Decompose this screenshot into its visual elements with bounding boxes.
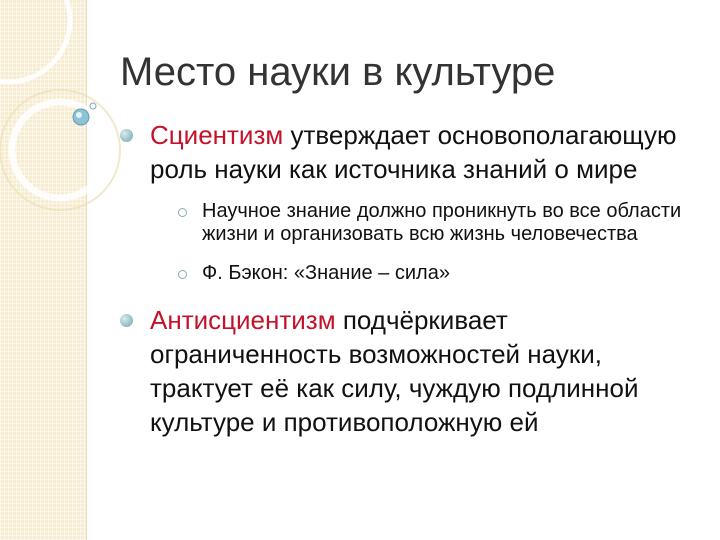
list-item-text [150,118,695,186]
term-antiscientism: Антисциентизм [150,305,336,335]
bullet-dot-icon [120,314,133,327]
antiscientism-description: подчёркивает ограниченность возможностей науки, трактует её как силу, чуждую подлинной культуре и противоположную ей [150,305,639,437]
bullet-list [120,118,695,439]
sub-item-bacon [150,262,695,285]
ring-bullet-icon [178,270,187,279]
list-item-scientism [120,118,695,285]
list-item-antiscientism [120,303,695,439]
sub-item-text: Ф. Бэкон: «Знание – сила» [202,262,450,284]
slide-title: Место науки в культуре [120,50,556,94]
sub-item-knowledge [150,200,695,246]
sub-item-text: Научное знание должно проникнуть во все области жизни и организовать всю жизнь человечества [202,200,682,245]
term-scientism: Сциентизм [150,120,284,150]
sub-list [150,200,695,285]
scientism-description: утверждает основополагающую роль науки как источника знаний о мире [150,120,677,184]
list-item-text [150,303,695,439]
bullet-dot-icon [120,129,133,142]
ring-bullet-icon [178,208,187,217]
